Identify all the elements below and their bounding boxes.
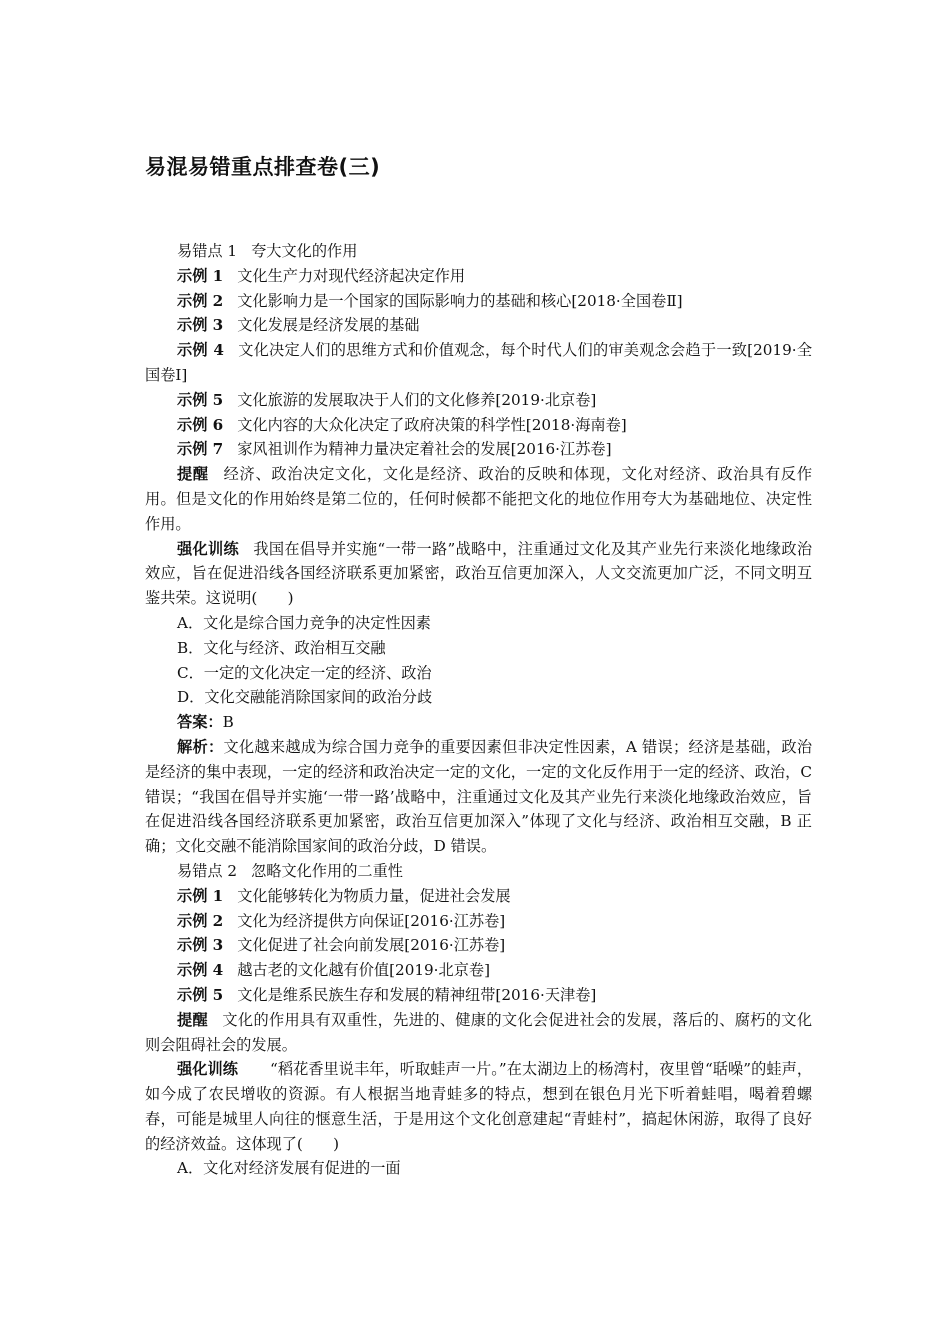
answer-line	[145, 710, 812, 735]
error-point-2-heading	[145, 859, 812, 884]
example-text: 文化为经济提供方向保证[2016·江苏卷]	[237, 911, 506, 930]
example-line	[145, 388, 812, 413]
training-question	[145, 1057, 812, 1156]
answer-label: 答案：	[177, 713, 223, 732]
reminder-paragraph	[145, 1008, 812, 1058]
option-a: A．文化对经济发展有促进的一面	[177, 1159, 401, 1178]
reminder-paragraph	[145, 462, 812, 536]
example-label: 示例 3	[177, 936, 224, 955]
example-line	[145, 289, 812, 314]
example-text: 文化影响力是一个国家的国际影响力的基础和核心[2018·全国卷Ⅱ]	[237, 291, 683, 310]
error-point-text: 忽略文化作用的二重性	[251, 861, 403, 880]
example-line	[145, 413, 812, 438]
example-label: 示例 6	[177, 415, 224, 434]
example-text: 文化促进了社会向前发展[2016·江苏卷]	[237, 936, 506, 955]
option-d: D．文化交融能消除国家间的政治分歧	[177, 688, 433, 707]
example-line	[145, 933, 812, 958]
analysis-paragraph	[145, 735, 812, 859]
example-text: 文化旅游的发展取决于人们的文化修养[2019·北京卷]	[237, 390, 597, 409]
example-text: 文化内容的大众化决定了政府决策的科学性[2018·海南卷]	[237, 415, 627, 434]
example-label: 示例 4	[177, 961, 224, 980]
example-line	[145, 338, 812, 388]
training-label: 强化训练	[177, 539, 240, 558]
example-label: 示例 3	[177, 316, 224, 335]
error-point-label: 易错点 1	[177, 242, 238, 260]
example-label: 示例 5	[177, 985, 224, 1004]
error-point-label: 易错点 2	[177, 861, 238, 880]
analysis-text: 文化越来越成为综合国力竞争的重要因素但非决定性因素，A 错误；经济是基础，政治是经济的集中表现，一定的经济和政治决定一定的文化，一定的文化反作用于一定的经济、政治，C 错误；“我国在倡导并实施‘一带一路’战略中，注重通过文化及其产业先行来淡化地缘政治效应，旨在促进沿线各国经济联系更加紧密，政治互信更加深入”体现了文化与经济、政治相互交融，B 正确；文化交融不能消除国家间的政治分歧，D 错误。	[145, 737, 813, 856]
example-line	[145, 983, 812, 1008]
example-text: 越古老的文化越有价值[2019·北京卷]	[237, 961, 491, 980]
analysis-label: 解析：	[177, 737, 224, 756]
example-text: 家风祖训作为精神力量决定着社会的发展[2016·江苏卷]	[237, 440, 612, 459]
example-line	[145, 909, 812, 934]
example-line	[145, 437, 812, 462]
reminder-label: 提醒	[177, 465, 209, 484]
example-label: 示例 5	[177, 390, 224, 409]
example-text: 文化能够转化为物质力量，促进社会发展	[237, 886, 511, 905]
reminder-label: 提醒	[177, 1010, 209, 1029]
example-label: 示例 2	[177, 911, 224, 930]
training-text: “稻花香里说丰年，听取蛙声一片。”在太湖边上的杨湾村，夜里曾“聒噪”的蛙声，如今成了农民增收的资源。有人根据当地青蛙多的特点，想到在银色月光下听着蛙唱，喝着碧螺春，可能是城里人向往的惬意生活，于是用这个文化创意建起“青蛙村”，搞起休闲游，取得了良好的经济效益。这体现了( )	[145, 1060, 813, 1153]
example-label: 示例 2	[177, 291, 224, 310]
option-b: B．文化与经济、政治相互交融	[177, 638, 386, 657]
page-title: 易混易错重点排查卷(三)	[145, 155, 381, 179]
example-text: 文化决定人们的思维方式和价值观念，每个时代人们的审美观念会趋于一致[2019·全国卷Ⅰ]	[145, 341, 813, 384]
example-text: 文化是维系民族生存和发展的精神纽带[2016·天津卷]	[237, 985, 597, 1004]
training-question	[145, 537, 812, 611]
example-line	[145, 958, 812, 983]
example-label: 示例 1	[177, 886, 224, 905]
example-line	[145, 313, 812, 338]
example-text: 文化生产力对现代经济起决定作用	[237, 266, 466, 285]
training-text: 我国在倡导并实施“一带一路”战略中，注重通过文化及其产业先行来淡化地缘政治效应，旨在促进沿线各国经济联系更加紧密，政治互信更加深入，人文交流更加广泛，不同文明互鉴共荣。这说明( )	[145, 539, 813, 608]
error-point-text: 夸大文化的作用	[251, 242, 358, 260]
reminder-text: 文化的作用具有双重性，先进的、健康的文化会促进社会的发展，落后的、腐朽的文化则会阻碍社会的发展。	[145, 1010, 813, 1054]
training-label: 强化训练	[177, 1060, 238, 1079]
answer-value: B	[222, 713, 234, 732]
example-label: 示例 4	[177, 341, 224, 360]
reminder-text: 经济、政治决定文化，文化是经济、政治的反映和体现，文化对经济、政治具有反作用。但是文化的作用始终是第二位的，任何时候都不能把文化的地位作用夸大为基础地位、决定性作用。	[145, 465, 813, 533]
example-text: 文化发展是经济发展的基础	[237, 316, 420, 335]
example-label: 示例 1	[177, 266, 224, 285]
document-page	[145, 150, 812, 1181]
example-line	[145, 264, 812, 289]
option-a: A．文化是综合国力竞争的决定性因素	[177, 613, 431, 632]
error-point-1-heading	[145, 239, 812, 264]
example-label: 示例 7	[177, 440, 224, 459]
example-line	[145, 884, 812, 909]
option-c: C．一定的文化决定一定的经济、政治	[177, 663, 432, 682]
